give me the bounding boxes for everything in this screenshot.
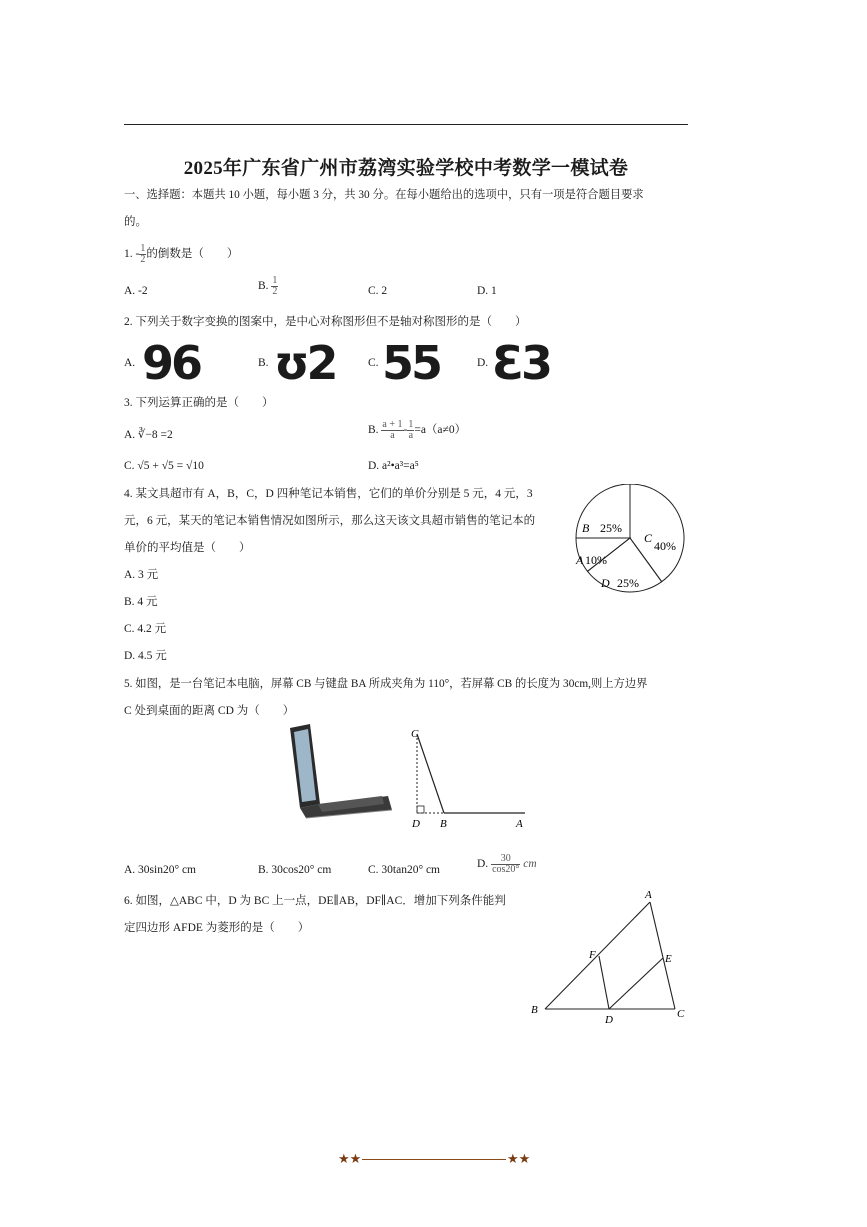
q3-b-num2: 1 (408, 419, 414, 430)
q2-option-b-label[interactable]: B. (258, 357, 269, 369)
q1-option-b-fraction (271, 276, 278, 297)
q6-fig-label-d: D (605, 1014, 613, 1026)
question-4-line1: 4. 某文具超市有 A，B，C，D 四种笔记本销售，它们的单价分别是 5 元，4 元，3 (124, 488, 533, 500)
q6-fig-label-b: B (531, 1004, 538, 1016)
q2-option-c-figure[interactable]: 55 (382, 336, 441, 390)
q5-fig-label-d: D (412, 818, 420, 830)
pie-label-c: C (644, 531, 653, 545)
section-heading-line1: 一、选择题：本题共 10 小题，每小题 3 分，共 30 分。在每小题给出的选项中，只有一项是符合题目要求 (124, 189, 644, 201)
q1-option-b-label: B. (258, 280, 269, 293)
q1-frac-num: 1 (140, 243, 146, 254)
q1-prefix: 1. - (124, 248, 140, 261)
q1-option-d[interactable]: D. 1 (477, 285, 497, 297)
q5-option-c[interactable]: C. 30tan20° cm (368, 864, 440, 876)
q4-option-b[interactable]: B. 4 元 (124, 596, 158, 608)
question-4-line2: 元，6 元，某天的笔记本销售情况如图所示，那么这天该文具超市销售的笔记本的 (124, 515, 536, 527)
q3-option-c[interactable]: C. √5 + √5 = √10 (124, 460, 204, 472)
question-5-line1: 5. 如图，是一台笔记本电脑，屏幕 CB 与键盘 BA 所成夹角为 110°，若屏幕 CB 的长度为 30cm,则上方边界 (124, 678, 648, 690)
q4-option-d[interactable]: D. 4.5 元 (124, 650, 167, 662)
q1-b-den: 2 (272, 286, 278, 297)
q6-fig-label-a: A (645, 889, 652, 901)
pie-label-c-pct: 40% (654, 539, 676, 553)
question-5-line2: C 处到桌面的距离 CD 为（ ） (124, 705, 295, 717)
section-heading-line2: 的。 (124, 216, 147, 228)
q5-fig-label-b: B (440, 818, 447, 830)
header-rule (124, 124, 688, 125)
q5-fig-label-c: C (411, 728, 419, 740)
q3-b-frac1 (381, 420, 403, 441)
question-6-line1: 6. 如图，△ABC 中，D 为 BC 上一点，DE∥AB，DF∥AC．增加下列条件能判 (124, 895, 506, 907)
q1-option-a[interactable]: A. -2 (124, 285, 148, 297)
page-title: 2025年广东省广州市荔湾实验学校中考数学一模试卷 (183, 158, 629, 179)
q6-fig-label-c: C (677, 1008, 685, 1020)
q4-option-a[interactable]: A. 3 元 (124, 569, 159, 581)
question-3-stem: 3. 下列运算正确的是（ ） (124, 397, 274, 409)
q3-b-minus: - (403, 424, 408, 437)
pie-label-a: A (576, 553, 584, 567)
q2-option-b-figure[interactable]: ʊ2 (274, 336, 336, 390)
q6-fig-label-f: F (589, 949, 596, 961)
q3-b-label: B. (368, 424, 379, 437)
question-6-line2: 定四边形 AFDE 为菱形的是（ ） (124, 922, 310, 934)
q3-option-d[interactable]: D. a²•a³=a⁵ (368, 460, 419, 472)
q5-geometry-figure (405, 722, 537, 834)
q3-b-den1: a (390, 430, 395, 441)
pie-label-d-pct: 25% (617, 576, 639, 590)
q1-b-num: 1 (272, 275, 278, 286)
q2-option-a-figure[interactable]: 96 (142, 336, 201, 390)
q5-d-num: 30 (491, 854, 520, 865)
q5-d-unit: cm (523, 858, 537, 871)
q3-b-suffix: =a（a≠0） (414, 424, 467, 437)
footer-left-stars: ★★ (338, 1151, 362, 1166)
q5-d-label: D. (477, 858, 489, 871)
q5-option-b[interactable]: B. 30cos20° cm (258, 864, 332, 876)
pie-label-b-pct: 25% (600, 521, 622, 535)
question-4-line3: 单价的平均值是（ ） (124, 542, 251, 554)
q4-option-c[interactable]: C. 4.2 元 (124, 623, 167, 635)
pie-label-b: B (582, 521, 590, 535)
q1-option-c[interactable]: C. 2 (368, 285, 388, 297)
q2-option-c-label[interactable]: C. (368, 357, 379, 369)
q1-frac-den: 2 (140, 254, 146, 265)
q6-triangle-figure (525, 888, 695, 1028)
q6-fig-label-e: E (665, 953, 672, 965)
footer-right-stars: ★★ (507, 1151, 531, 1166)
q5-option-a[interactable]: A. 30sin20° cm (124, 864, 196, 876)
q2-option-a-label[interactable]: A. (124, 357, 136, 369)
question-2-stem: 2. 下列关于数字变换的图案中，是中心对称图形但不是轴对称图形的是（ ） (124, 316, 527, 328)
question-1-stem (124, 244, 238, 265)
pie-label-a-pct: 10% (585, 553, 607, 567)
pie-label-d: D (601, 576, 610, 590)
footer-rule (362, 1159, 506, 1160)
q3-option-b[interactable] (368, 420, 466, 441)
q3-option-a[interactable]: A. ∛−8 =2 (124, 429, 173, 441)
q1-option-b[interactable] (258, 276, 278, 297)
q1-suffix: 的倒数是（ ） (146, 248, 239, 261)
q3-b-den2: a (408, 430, 414, 441)
q5-d-fraction (491, 854, 520, 875)
pie-slice-c (630, 484, 684, 582)
q5-d-den: cos20° (492, 864, 520, 875)
q4-pie-chart (560, 484, 690, 614)
q3-b-num1: a + 1 (382, 419, 403, 430)
q5-fig-label-a: A (516, 818, 523, 830)
q5-option-d[interactable] (477, 854, 537, 875)
q2-option-d-figure[interactable]: Ɛ3 (492, 336, 551, 390)
laptop-photo-illustration (284, 722, 396, 822)
q2-option-d-label[interactable]: D. (477, 357, 489, 369)
